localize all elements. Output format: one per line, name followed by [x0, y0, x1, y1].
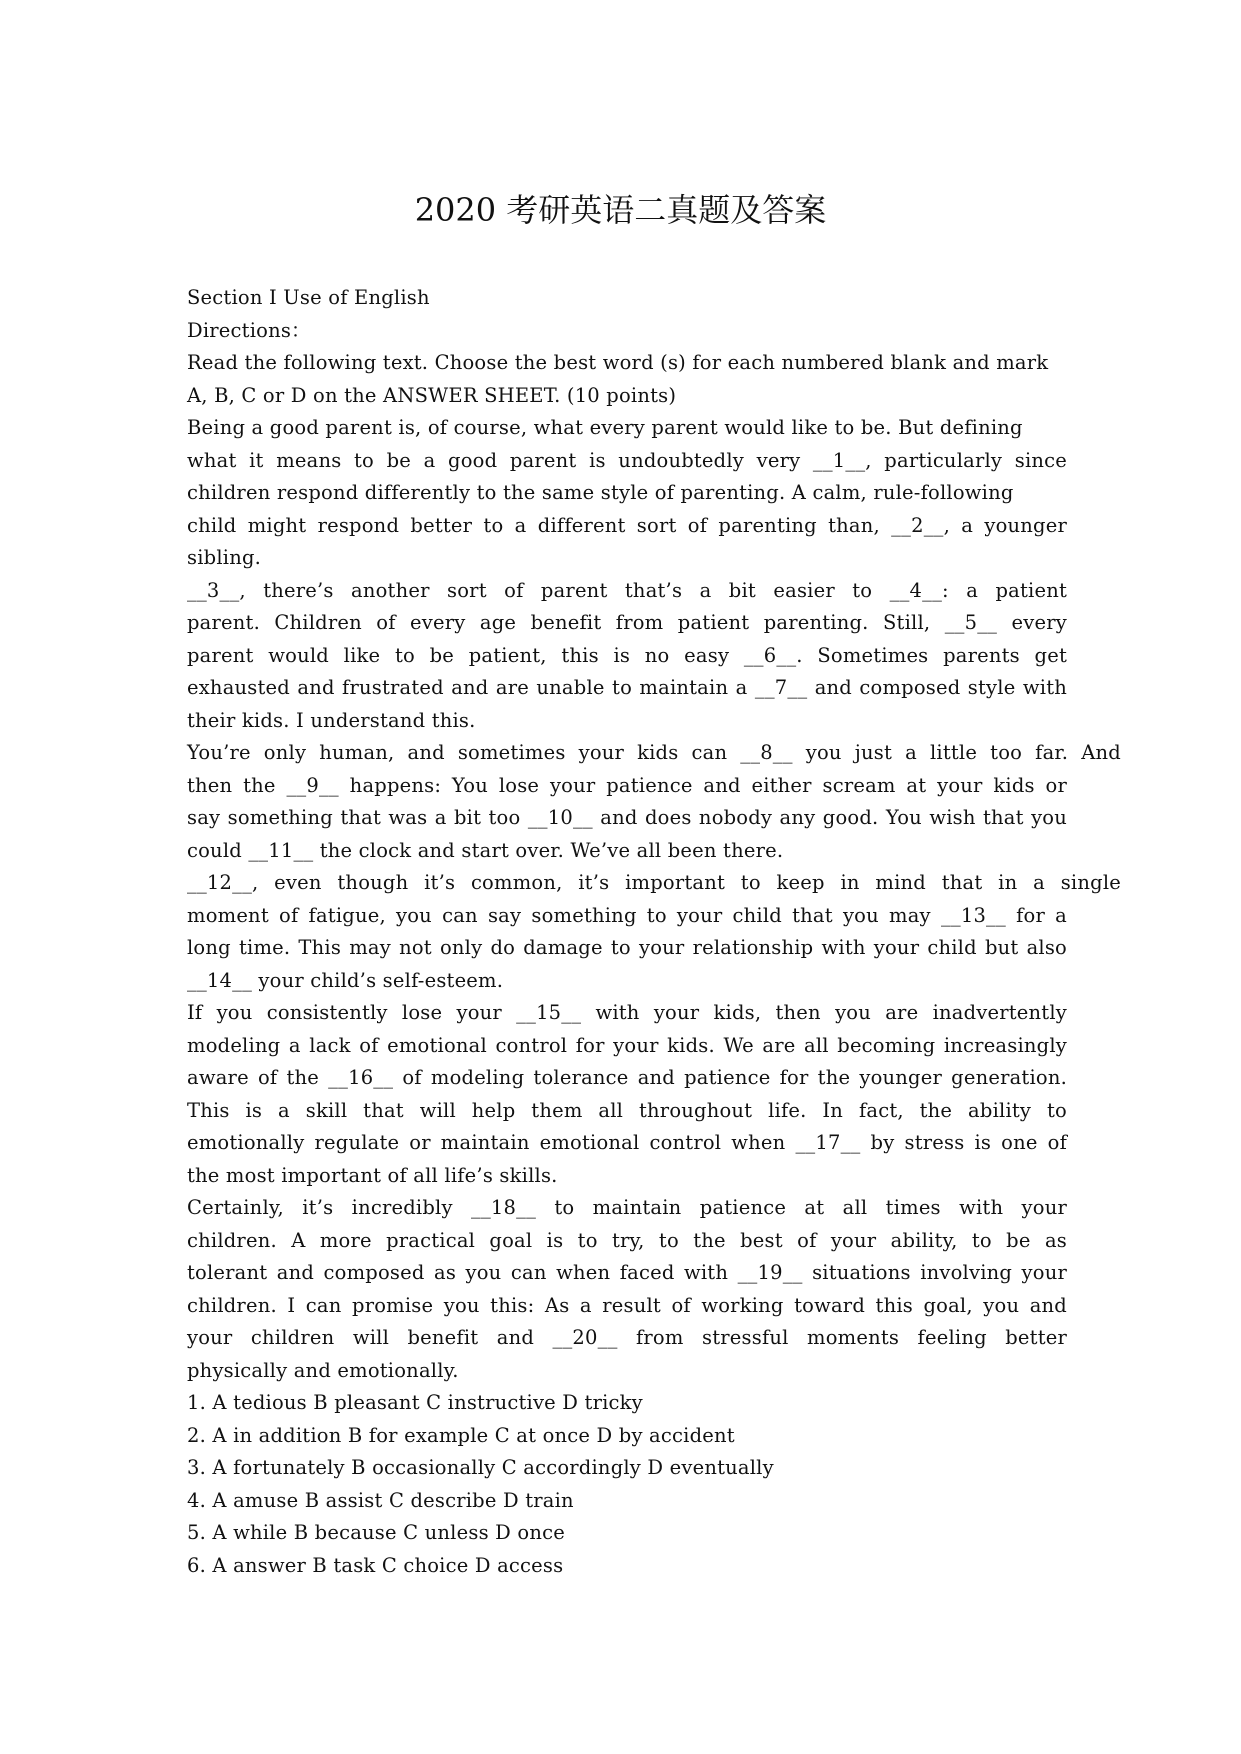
section-heading: Section I Use of English [187, 286, 430, 309]
passage-line: physically and emotionally. [187, 1358, 459, 1382]
option-line: 3. A fortunately B occasionally C accordingly D eventually [187, 1456, 774, 1479]
directions-label: Directions： [187, 318, 311, 342]
directions-line: A, B, C or D on the ANSWER SHEET. (10 points) [187, 383, 677, 407]
document-body [187, 282, 1121, 1582]
page-title: 2020 考研英语二真题及答案 [414, 191, 827, 229]
option-line: 2. A in addition B for example C at once D by accident [187, 1423, 735, 1447]
option-line: 6. A answer B task C choice D access [187, 1553, 564, 1577]
passage-line: If you consistently lose your __15__ with your kids, then you are inadvertently [187, 1001, 1067, 1024]
passage-line: then the __9__ happens: You lose your patience and either scream at your kids or [187, 773, 1067, 797]
passage-line: child might respond better to a different sort of parenting than, __2__, a younger [187, 513, 1067, 537]
passage-line: aware of the __16__ of modeling tolerance and patience for the younger generation. [187, 1066, 1067, 1089]
passage-line: their kids. I understand this. [187, 708, 476, 732]
passage-line: This is a skill that will help them all throughout life. In fact, the ability to [187, 1098, 1067, 1122]
passage-line: moment of fatigue, you can say something to your child that you may __13__ for a [187, 903, 1067, 927]
passage-line: parent. Children of every age benefit from patient parenting. Still, __5__ every [187, 611, 1067, 634]
passage-line: parent would like to be patient, this is no easy __6__. Sometimes parents get [187, 643, 1067, 667]
option-line: 4. A amuse B assist C describe D train [187, 1488, 574, 1512]
passage-line: children. A more practical goal is to try, to the best of your ability, to be as [187, 1228, 1067, 1252]
passage-line: modeling a lack of emotional control for your kids. We are all becoming increasingly [187, 1033, 1067, 1057]
passage-line: could __11__ the clock and start over. We’ve all been there. [187, 838, 784, 862]
passage-line: what it means to be a good parent is undoubtedly very __1__, particularly since [187, 448, 1067, 472]
passage-line: __14__ your child’s self-esteem. [187, 968, 504, 992]
passage-line: Certainly, it’s incredibly __18__ to maintain patience at all times with your [187, 1196, 1067, 1219]
passage-line: say something that was a bit too __10__ and does nobody any good. You wish that you [187, 806, 1067, 829]
passage-line: tolerant and composed as you can when faced with __19__ situations involving your [187, 1261, 1067, 1284]
passage-line: children respond differently to the same style of parenting. A calm, rule-following [187, 481, 1014, 504]
passage-line: sibling. [187, 546, 262, 569]
passage-line: emotionally regulate or maintain emotional control when __17__ by stress is one of [187, 1131, 1067, 1154]
passage-line: children. I can promise you this: As a result of working toward this goal, you and [187, 1293, 1067, 1317]
option-line: 1. A tedious B pleasant C instructive D tricky [187, 1391, 643, 1414]
passage-line: __12__, even though it’s common, it’s important to keep in mind that in a single [187, 871, 1121, 894]
passage-line: long time. This may not only do damage to your relationship with your child but also [187, 936, 1067, 959]
passage-line: exhausted and frustrated and are unable to maintain a __7__ and composed style with [187, 676, 1067, 699]
passage-line: You’re only human, and sometimes your kids can __8__ you just a little too far. And [187, 741, 1121, 764]
passage-line: __3__, there’s another sort of parent that’s a bit easier to __4__: a patient [187, 578, 1067, 602]
passage-line: the most important of all life’s skills. [187, 1163, 558, 1187]
passage-line: Being a good parent is, of course, what every parent would like to be. But defining [187, 416, 1023, 439]
option-line: 5. A while B because C unless D once [187, 1521, 565, 1544]
passage-line: your children will benefit and __20__ from stressful moments feeling better [187, 1326, 1067, 1349]
directions-line: Read the following text. Choose the best word (s) for each numbered blank and mark [187, 351, 1049, 374]
